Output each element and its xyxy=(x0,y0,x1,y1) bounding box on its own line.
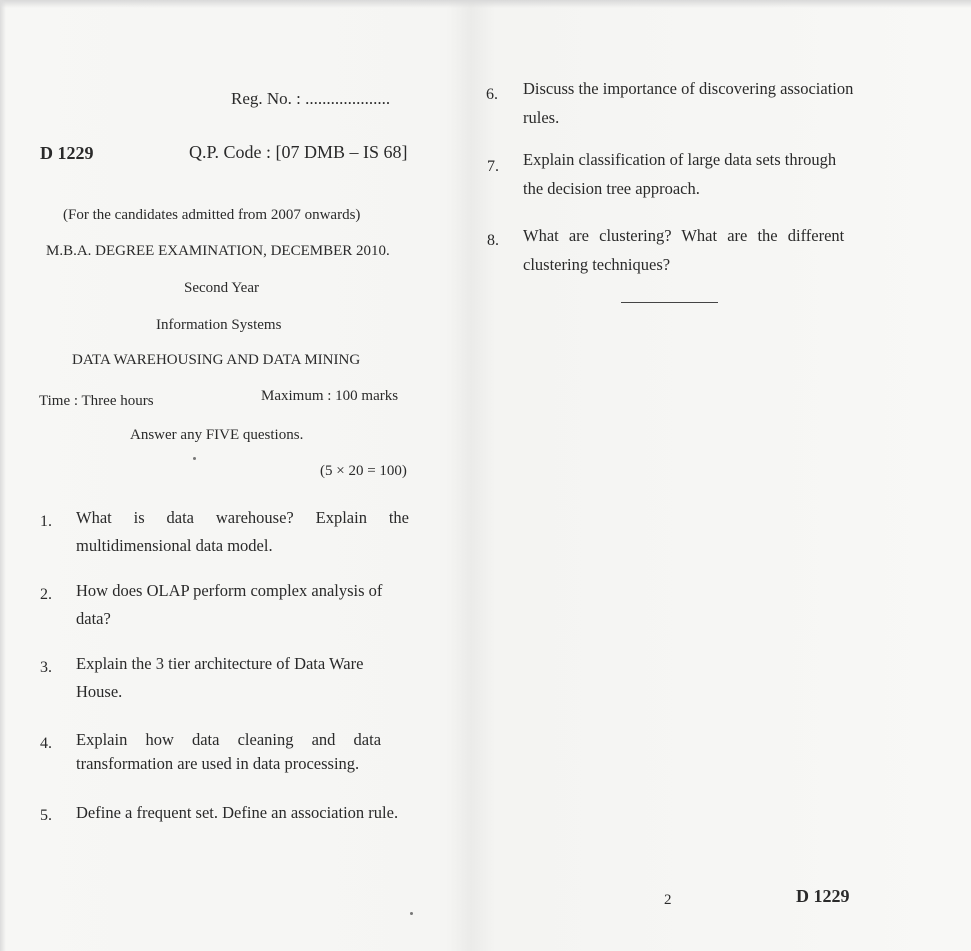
question-number: 8. xyxy=(487,232,499,249)
question-2-line-1: How does OLAP perform complex analysis of xyxy=(76,581,383,600)
question-number: 3. xyxy=(40,659,52,676)
end-of-paper-rule xyxy=(621,302,718,303)
question-5-line-1: Define a frequent set. Define an association rule. xyxy=(76,803,399,822)
time-allowed: Time : Three hours xyxy=(39,393,154,409)
subject-title: DATA WAREHOUSING AND DATA MINING xyxy=(72,352,361,368)
question-8-line-1: What are clustering? What are the different xyxy=(523,226,845,245)
question-3-line-1: Explain the 3 tier architecture of Data Ware xyxy=(76,654,364,673)
exam-year: Second Year xyxy=(184,280,259,296)
reg-no-label: Reg. No. : .................... xyxy=(231,89,391,108)
question-4-line-1: Explain how data cleaning and data xyxy=(76,730,382,749)
page-top-shadow xyxy=(0,0,971,8)
instruction: Answer any FIVE questions. xyxy=(130,427,304,443)
footer-paper-code: D 1229 xyxy=(796,886,850,906)
scan-speck xyxy=(410,912,413,915)
candidates-note: (For the candidates admitted from 2007 onwards) xyxy=(63,207,361,223)
page-left-edge xyxy=(0,0,6,951)
question-1-word: What xyxy=(76,508,112,527)
specialisation: Information Systems xyxy=(156,317,282,333)
question-1-word: the xyxy=(388,508,409,527)
question-1-word: data xyxy=(166,508,194,527)
question-number: 4. xyxy=(40,735,52,752)
question-text-line xyxy=(76,508,409,528)
question-number: 2. xyxy=(40,586,52,603)
question-1-line-2: multidimensional data model. xyxy=(76,536,273,555)
question-8-line-2: clustering techniques? xyxy=(523,255,671,274)
question-6-line-2: rules. xyxy=(523,108,560,127)
exam-title: M.B.A. DEGREE EXAMINATION, DECEMBER 2010. xyxy=(46,243,390,259)
paper-code: D 1229 xyxy=(40,143,94,163)
qp-code: Q.P. Code : [07 DMB – IS 68] xyxy=(189,142,408,162)
marks-scheme: (5 × 20 = 100) xyxy=(320,463,407,479)
question-number: 7. xyxy=(487,158,499,175)
question-1-word: Explain xyxy=(315,508,367,527)
question-number: 1. xyxy=(40,513,52,530)
question-1-word: warehouse? xyxy=(215,508,294,527)
scan-speck xyxy=(193,457,196,460)
question-4-line-2: transformation are used in data processing. xyxy=(76,754,360,773)
question-3-line-2: House. xyxy=(76,682,123,701)
page-number: 2 xyxy=(664,892,672,908)
maximum-marks: Maximum : 100 marks xyxy=(261,388,399,404)
question-number: 6. xyxy=(486,86,498,103)
question-7-line-2: the decision tree approach. xyxy=(523,179,700,198)
question-number: 5. xyxy=(40,807,52,824)
question-2-line-2: data? xyxy=(76,609,111,628)
question-7-line-1: Explain classification of large data sets through xyxy=(523,150,837,169)
question-6-line-1: Discuss the importance of discovering association xyxy=(523,79,854,98)
question-1-word: is xyxy=(133,508,145,527)
